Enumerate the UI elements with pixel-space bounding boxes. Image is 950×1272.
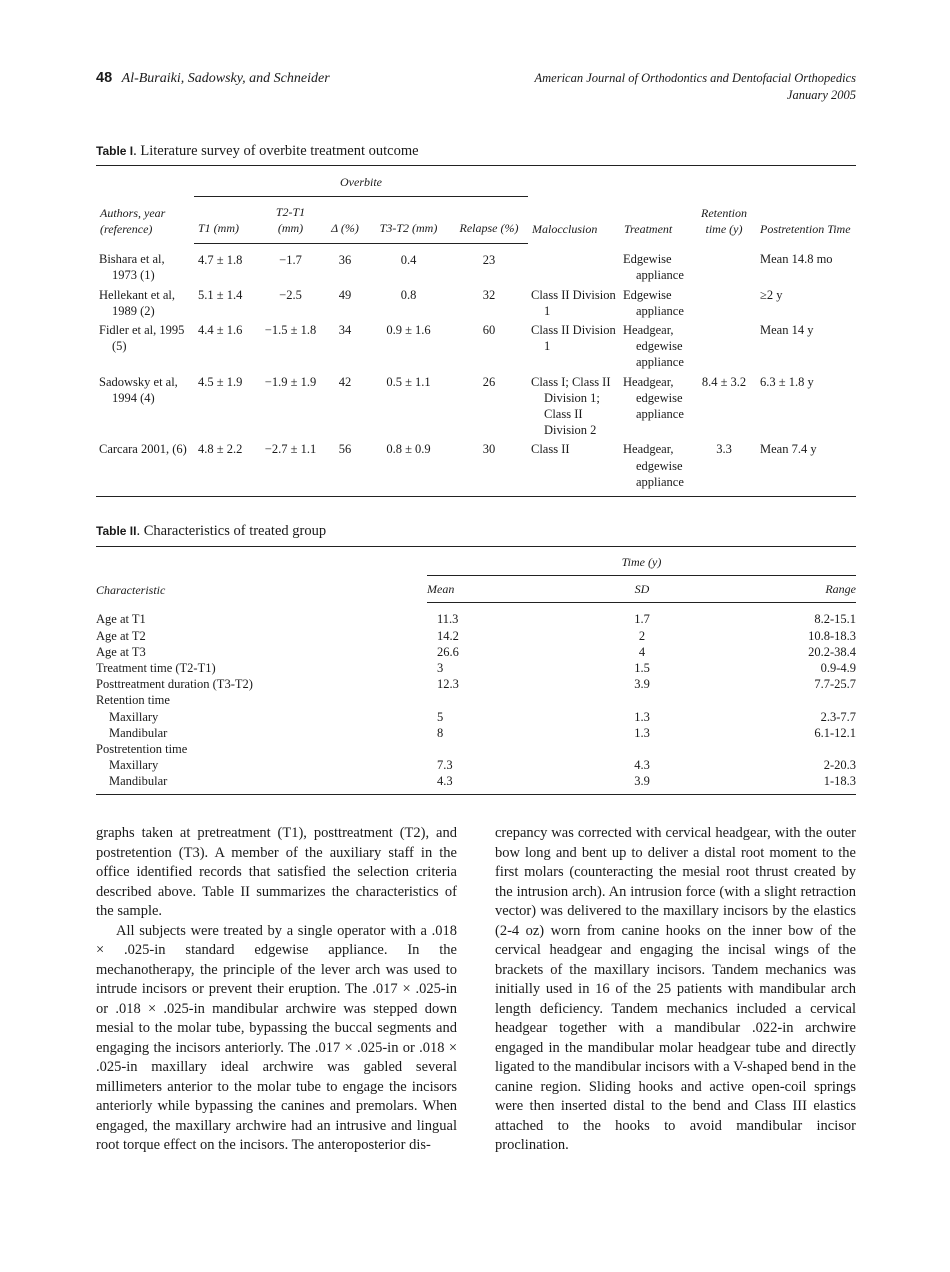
cell-range: 2-20.3: [823, 758, 856, 773]
cell-t2t1: −2.5: [279, 287, 302, 302]
cell-authors: Bishara et al, 1973 (1): [99, 252, 165, 283]
th-t3t2: T3-T2 (mm): [367, 197, 450, 243]
cell-malocclusion: Class II Division 1: [531, 322, 616, 354]
journal-name: American Journal of Orthodontics and Dentofacial Orthopedics: [534, 71, 856, 85]
cell-mean: [427, 692, 577, 708]
cell-retention: 8.4 ± 3.2: [701, 374, 747, 389]
cell-malocclusion: Class II Division 1: [531, 287, 616, 318]
table-row: [96, 757, 856, 773]
cell-t3t2: 0.8: [400, 287, 417, 302]
cell-characteristic: Mandibular: [109, 725, 168, 740]
cell-characteristic: Posttreatment duration (T3-T2): [96, 677, 253, 692]
th-retention: Retention time (y): [701, 205, 747, 236]
th-t1: T1 (mm): [194, 197, 258, 243]
cell-sd: 1.7: [634, 612, 650, 627]
page-header: [96, 70, 856, 110]
cell-authors: Fidler et al, 1995 (5): [99, 322, 185, 354]
th-sd: SD: [577, 576, 707, 603]
cell-delta: 42: [338, 374, 352, 389]
cell-range: 1-18.3: [823, 774, 856, 789]
cell-range: 7.7-25.7: [814, 677, 856, 692]
cell-range: 2.3-7.7: [820, 709, 856, 724]
cell-range: 6.1-12.1: [814, 725, 856, 740]
cell-retention: [692, 243, 756, 283]
th-range: Range: [707, 576, 856, 603]
page-number: 48: [96, 70, 113, 86]
cell-characteristic: Mandibular: [109, 774, 168, 789]
table-row: [96, 243, 856, 283]
table2-caption: [96, 523, 326, 540]
cell-sd: 1.3: [634, 725, 650, 740]
cell-characteristic: Retention time: [96, 693, 170, 708]
cell-range: [707, 741, 856, 757]
cell-postretention: ≥2 y: [760, 287, 783, 302]
cell-range: [707, 692, 856, 708]
cell-relapse: 23: [482, 252, 496, 267]
cell-malocclusion: Class I; Class II Division 1; Class II Division 2: [531, 374, 611, 438]
cell-treatment: Headgear, edgewise appliance: [623, 374, 684, 421]
table2-title: . Characteristics of treated group: [136, 523, 327, 539]
body-right-column: [495, 824, 856, 1156]
cell-mean: 11.3: [437, 612, 459, 627]
cell-sd: 3.9: [634, 774, 650, 789]
cell-characteristic: Maxillary: [109, 758, 159, 773]
table-row: [96, 660, 856, 676]
th-delta: Δ (%): [323, 197, 367, 243]
body-left-column: [96, 824, 457, 1156]
cell-delta: 36: [338, 252, 352, 267]
th-mean: Mean: [427, 576, 577, 603]
cell-authors: Sadowsky et al, 1994 (4): [99, 374, 178, 405]
table1-caption: [96, 143, 419, 160]
cell-t1: 5.1 ± 1.4: [198, 287, 243, 302]
paragraph: graphs taken at pretreatment (T1), posttreatment (T2), and postretention (T3). A member of the auxiliary staff in the office identified records that satisfied the selection criteria described above. Table II summarizes the characteristics of the sample.: [96, 825, 457, 919]
cell-mean: 26.6: [437, 644, 459, 659]
th-t2t1: T2-T1 (mm): [258, 197, 323, 243]
cell-characteristic: Age at T1: [96, 612, 146, 627]
cell-treatment: Edgewise appliance: [623, 287, 684, 318]
cell-range: 0.9-4.9: [820, 661, 856, 676]
cell-t1: 4.4 ± 1.6: [198, 322, 243, 337]
header-authors: Al-Buraiki, Sadowsky, and Schneider: [121, 71, 330, 86]
cell-range: 10.8-18.3: [808, 628, 856, 643]
th-malocclusion: Malocclusion: [532, 221, 598, 236]
cell-t3t2: 0.5 ± 1.1: [386, 374, 431, 389]
header-right: [535, 70, 857, 104]
cell-retention: [692, 319, 756, 371]
cell-authors: Hellekant et al, 1989 (2): [99, 287, 176, 318]
cell-range: 8.2-15.1: [814, 612, 856, 627]
cell-delta: 34: [338, 322, 352, 337]
th-treatment: Treatment: [624, 221, 673, 236]
paragraph: All subjects were treated by a single operator with a .018 × .025-in standard edgewise appliance. In the mechanotherapy, the principle of the lever arch was used to intrude incisors or prevent their eruption. The .017 × .025-in or .018 × .025-in mandibular archwire was stepped down mesial to the molar tube, bypassing the buccal segments and engaging the incisors anteriorly. The .017 × .025-in or .018 × .025-in maxillary ideal archwire was gabled several millimeters anterior to the molar tube to engage the incisors anteriorly while bypassing the canines and premolars. When engaged, the maxillary archwire had an intrusive and lingual root torque effect on the incisors. The anteroposterior dis-: [96, 922, 457, 1153]
cell-characteristic: Treatment time (T2-T1): [96, 661, 216, 676]
cell-treatment: Headgear, edgewise appliance: [623, 322, 684, 370]
th-overbite-group: Overbite: [194, 166, 528, 197]
cell-sd: 4.3: [634, 758, 650, 773]
table-row: [96, 284, 856, 319]
cell-mean: 4.3: [437, 774, 453, 789]
cell-mean: 12.3: [437, 677, 459, 692]
table-row: [96, 741, 856, 757]
th-postretention: Postretention Time: [760, 221, 851, 236]
table2: [96, 546, 856, 795]
cell-sd: 1.5: [634, 661, 650, 676]
cell-characteristic: Age at T2: [96, 628, 146, 643]
cell-retention: [692, 284, 756, 319]
table-row: [96, 438, 856, 496]
journal-date: January 2005: [786, 88, 856, 102]
cell-sd: 1.3: [634, 709, 650, 724]
cell-t3t2: 0.9 ± 1.6: [386, 322, 431, 337]
table-row: [96, 603, 856, 628]
cell-postretention: Mean 14.8 mo: [760, 252, 833, 267]
table-row: [96, 628, 856, 644]
cell-sd: 4: [638, 644, 646, 659]
cell-t2t1: −1.5 ± 1.8: [264, 322, 317, 337]
cell-relapse: 60: [482, 322, 496, 337]
cell-mean: 14.2: [437, 628, 459, 643]
cell-t1: 4.5 ± 1.9: [198, 374, 243, 389]
cell-sd: [577, 741, 707, 757]
cell-malocclusion: [528, 243, 620, 283]
cell-sd: [577, 692, 707, 708]
table2-label: Table II: [96, 524, 137, 538]
cell-t3t2: 0.8 ± 0.9: [386, 442, 431, 457]
cell-mean: 5: [437, 709, 444, 724]
table-row: [96, 676, 856, 692]
cell-authors: Carcara 2001, (6): [99, 442, 187, 457]
cell-t2t1: −1.7: [279, 252, 302, 267]
cell-characteristic: Postretention time: [96, 742, 188, 757]
cell-relapse: 30: [482, 442, 496, 457]
table-row: [96, 692, 856, 708]
cell-t3t2: 0.4: [400, 252, 417, 267]
th-relapse: Relapse (%): [450, 197, 528, 243]
cell-treatment: Edgewise appliance: [623, 252, 684, 283]
cell-postretention: 6.3 ± 1.8 y: [760, 374, 814, 389]
table1-title: . Literature survey of overbite treatment outcome: [133, 143, 419, 159]
table-row: [96, 319, 856, 371]
cell-postretention: Mean 14 y: [760, 322, 814, 337]
cell-t1: 4.7 ± 1.8: [198, 252, 243, 267]
cell-delta: 49: [338, 287, 352, 302]
table-row: [96, 709, 856, 725]
cell-delta: 56: [338, 442, 352, 457]
cell-characteristic: Age at T3: [96, 644, 146, 659]
th-authors: Authors, year (reference): [100, 205, 166, 236]
th-time-group: Time (y): [427, 547, 856, 576]
cell-treatment: Headgear, edgewise appliance: [623, 442, 684, 489]
table2-body: [96, 603, 856, 794]
paragraph: crepancy was corrected with cervical headgear, with the outer bow long and bent up to deliver a distal root moment to the first molars (counteracting the mesial root thrust created by the intrusion arch). An intrusion force (with a slight retraction vector) was delivered to the maxillary incisors by the elastics (2-4 oz) worn from canine hooks on the inner bow of the cervical headgear and engaging the incisal wings of the brackets of the maxillary incisors. Tandem mechanics was initially used in 16 of the 25 patients with mandibular arch length deficiency. Tandem mechanics included a cervical headgear together with a mandibular .022-in archwire engaged in the mandibular molar headgear tube and directly ligated to the mandibular incisors with a V-shaped bend in the canine region. Sliding hooks and active open-coil springs were then inserted distal to the bend and Class III elastics attached to the hooks to avoid mandibular incisor proclination.: [495, 825, 856, 1153]
header-left: [96, 70, 330, 87]
table-row: [96, 725, 856, 741]
table-row: [96, 773, 856, 794]
cell-mean: [427, 741, 577, 757]
table1: [96, 165, 856, 497]
cell-t1: 4.8 ± 2.2: [198, 442, 243, 457]
table-row: [96, 644, 856, 660]
th-characteristic: Characteristic: [96, 582, 166, 597]
cell-mean: 3: [437, 661, 444, 676]
cell-postretention: Mean 7.4 y: [760, 442, 817, 457]
cell-relapse: 32: [482, 287, 496, 302]
cell-range: 20.2-38.4: [808, 644, 856, 659]
table1-label: Table I: [96, 144, 134, 158]
table-row: [96, 371, 856, 439]
cell-characteristic: Maxillary: [109, 709, 159, 724]
cell-t2t1: −2.7 ± 1.1: [264, 442, 317, 457]
cell-retention: 3.3: [716, 442, 732, 457]
cell-malocclusion: Class II: [531, 442, 570, 457]
cell-mean: 8: [437, 725, 444, 740]
cell-sd: 3.9: [634, 677, 650, 692]
cell-t2t1: −1.9 ± 1.9: [264, 374, 317, 389]
cell-relapse: 26: [482, 374, 496, 389]
cell-mean: 7.3: [437, 758, 453, 773]
cell-sd: 2: [638, 628, 646, 643]
